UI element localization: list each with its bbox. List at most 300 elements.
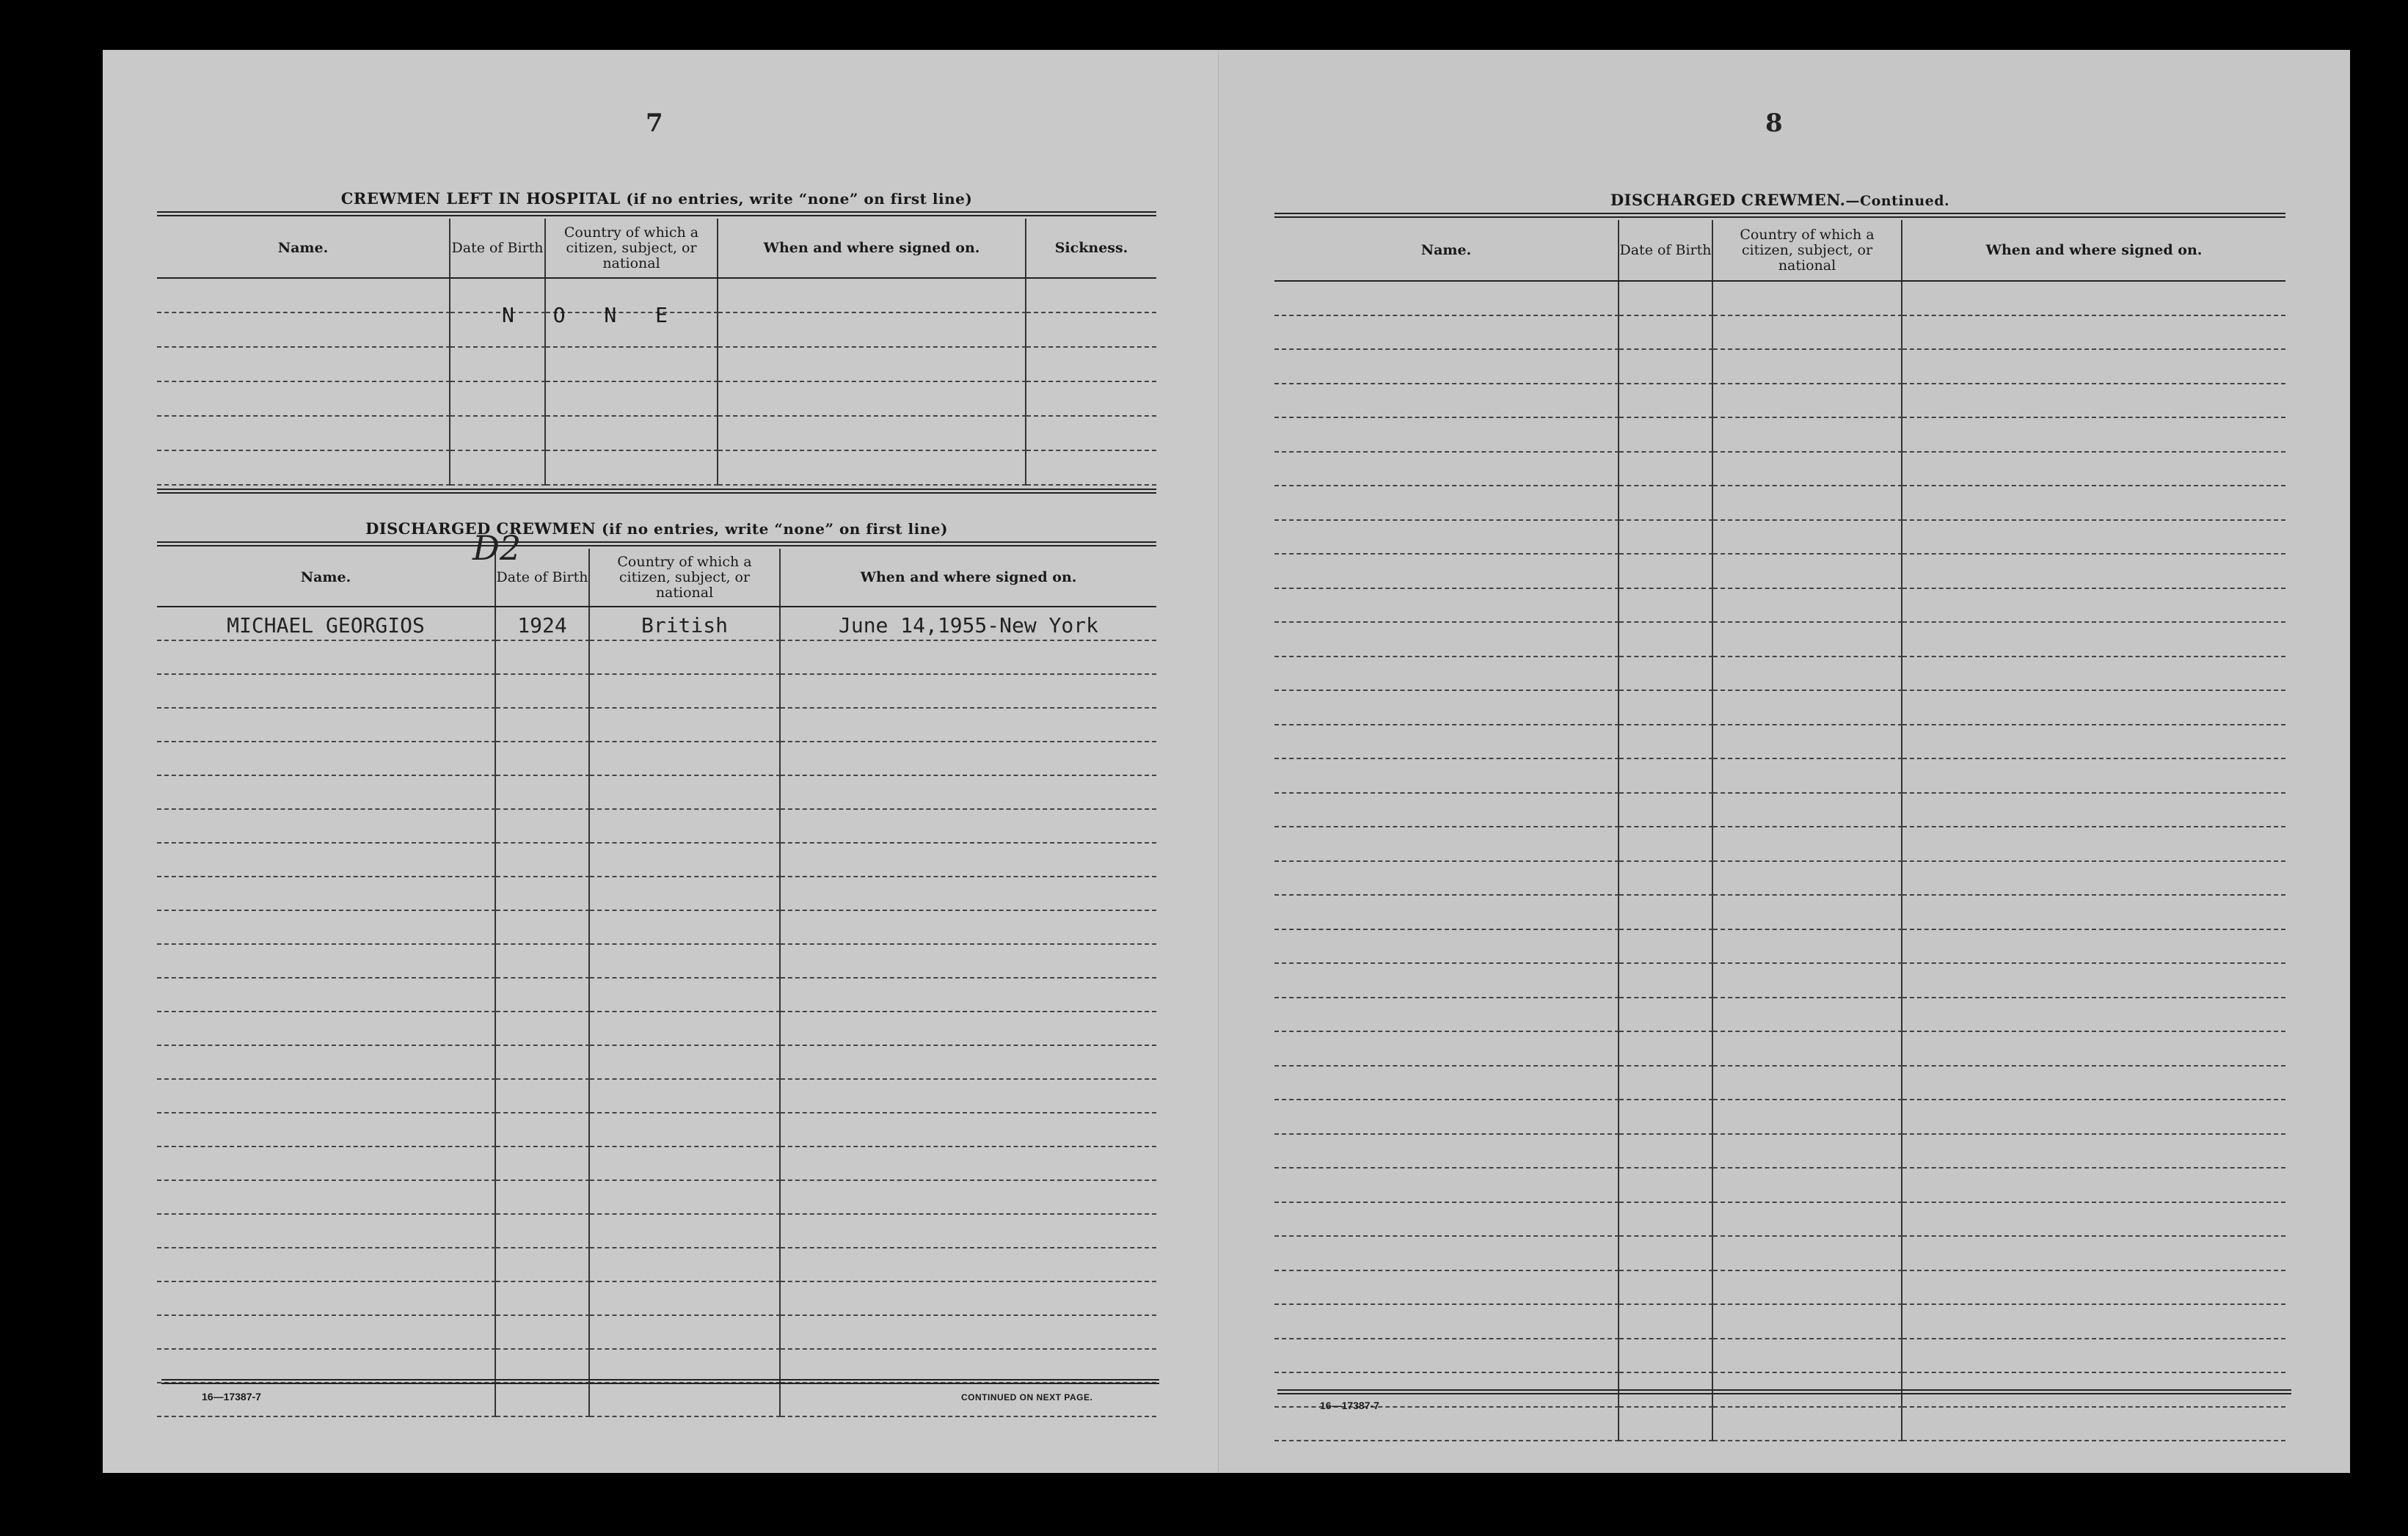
table-cell — [1713, 1408, 1902, 1442]
table-cell — [1902, 384, 2285, 419]
table-cell: MICHAEL GEORGIOS — [157, 607, 496, 641]
table-cell — [157, 1147, 496, 1181]
table-row — [157, 1282, 1156, 1316]
table-cell — [718, 279, 1026, 313]
left-page — [103, 50, 1218, 1473]
table-cell — [1274, 1237, 1619, 1271]
table-row — [157, 709, 1156, 742]
table-cell — [1713, 657, 1902, 692]
table-cell — [1713, 998, 1902, 1033]
table-cell — [1274, 930, 1619, 965]
table-cell — [496, 1215, 590, 1248]
discharged-continued-rows — [1274, 282, 2285, 1441]
table-cell: June 14,1955-New York — [781, 607, 1156, 641]
table-cell — [157, 279, 450, 313]
table-cell — [590, 877, 781, 911]
table-cell — [781, 709, 1156, 742]
table-cell — [1902, 759, 2285, 794]
table-cell — [1713, 1339, 1902, 1374]
table-cell — [1902, 589, 2285, 623]
table-cell — [1274, 1271, 1619, 1306]
table-cell — [1713, 521, 1902, 555]
table-cell — [496, 1046, 590, 1080]
table-cell — [157, 945, 496, 979]
table-cell — [1902, 453, 2285, 487]
table-cell — [1713, 589, 1902, 623]
table-cell — [496, 1113, 590, 1147]
table-cell — [590, 979, 781, 1012]
table-cell — [590, 810, 781, 844]
table-cell — [590, 1383, 781, 1417]
table-cell — [496, 1181, 590, 1215]
table-cell — [781, 776, 1156, 810]
table-cell — [1274, 1100, 1619, 1135]
table-cell — [1713, 1237, 1902, 1271]
page-number: 8 — [1765, 109, 1783, 138]
table-row — [1274, 759, 2285, 794]
table-row — [1274, 589, 2285, 623]
table-cell — [1902, 998, 2285, 1033]
table-row — [1274, 350, 2285, 384]
table-cell — [157, 382, 450, 417]
table-cell — [157, 979, 496, 1012]
table-cell — [590, 709, 781, 742]
table-cell — [1713, 1032, 1902, 1067]
table-cell — [718, 451, 1026, 486]
table-cell — [496, 945, 590, 979]
table-cell — [496, 641, 590, 675]
table-cell — [781, 641, 1156, 675]
discharged-title: DISCHARGED CREWMEN (if no entries, write “none” on first line) — [365, 519, 948, 538]
table-cell — [1713, 350, 1902, 384]
table-row — [157, 810, 1156, 844]
table-cell — [1619, 691, 1713, 725]
table-cell — [590, 1012, 781, 1046]
table-row — [1274, 1032, 2285, 1067]
table-row — [157, 382, 1156, 417]
col-country: Country of which a citizen, subject, or national — [590, 549, 781, 606]
table-cell — [1713, 691, 1902, 725]
form-number: 16—17387-7 — [1320, 1400, 1379, 1411]
handwritten-mark: D2 — [473, 528, 522, 568]
table-cell — [1713, 453, 1902, 487]
table-row — [157, 1046, 1156, 1080]
hospital-section — [157, 138, 1156, 497]
table-cell — [590, 742, 781, 776]
table-cell — [157, 1316, 496, 1350]
discharged-section — [157, 497, 1156, 1444]
col-dob: Date of Birth — [1619, 220, 1713, 280]
table-cell — [590, 675, 781, 709]
table-cell — [546, 348, 718, 382]
table-row — [157, 417, 1156, 451]
table-cell — [1274, 282, 1619, 316]
table-row — [1274, 453, 2285, 487]
table-cell — [1026, 313, 1156, 348]
page-number: 7 — [646, 109, 663, 138]
table-cell — [157, 742, 496, 776]
table-cell — [157, 877, 496, 911]
table-cell — [496, 1080, 590, 1113]
table-cell — [450, 382, 546, 417]
table-cell — [1619, 282, 1713, 316]
table-cell — [781, 1316, 1156, 1350]
table-cell — [1713, 418, 1902, 453]
table-cell — [1274, 657, 1619, 692]
table-cell — [590, 1282, 781, 1316]
table-row — [1274, 384, 2285, 419]
none-entry: N O N E — [502, 303, 682, 327]
table-row — [1274, 896, 2285, 930]
table-cell — [781, 742, 1156, 776]
table-row — [1274, 623, 2285, 657]
table-cell — [157, 810, 496, 844]
table-cell — [1274, 486, 1619, 521]
table-row — [1274, 1135, 2285, 1169]
table-cell — [718, 417, 1026, 451]
table-cell — [496, 979, 590, 1012]
table-row — [1274, 1067, 2285, 1101]
table-cell — [1713, 964, 1902, 998]
table-cell — [1619, 521, 1713, 555]
table-cell — [1619, 453, 1713, 487]
table-cell — [1274, 964, 1619, 998]
table-cell — [1713, 623, 1902, 657]
double-rule — [157, 211, 1156, 216]
table-cell — [1713, 1305, 1902, 1339]
table-row — [1274, 1271, 2285, 1306]
table-cell — [1713, 384, 1902, 419]
table-cell — [496, 911, 590, 945]
table-cell — [1619, 1339, 1713, 1374]
table-cell — [1619, 1067, 1713, 1101]
table-cell — [157, 1012, 496, 1046]
table-cell: British — [590, 607, 781, 641]
table-cell — [1713, 282, 1902, 316]
table-cell — [1026, 348, 1156, 382]
table-cell — [590, 1316, 781, 1350]
table-row — [1274, 1100, 2285, 1135]
table-row — [157, 348, 1156, 382]
table-cell — [590, 1215, 781, 1248]
table-cell — [1902, 1067, 2285, 1101]
table-cell — [718, 382, 1026, 417]
table-cell — [157, 1248, 496, 1282]
table-cell — [1902, 1305, 2285, 1339]
table-cell — [1902, 1032, 2285, 1067]
table-row — [157, 675, 1156, 709]
table-cell — [157, 451, 450, 486]
table-cell — [157, 675, 496, 709]
table-cell — [1713, 827, 1902, 862]
table-cell — [1274, 1067, 1619, 1101]
table-row — [157, 911, 1156, 945]
table-cell — [590, 1181, 781, 1215]
table-cell — [1274, 896, 1619, 930]
table-cell — [1619, 827, 1713, 862]
footer-rule — [161, 1379, 1159, 1384]
table-cell — [450, 451, 546, 486]
table-cell — [1619, 1203, 1713, 1237]
table-cell — [157, 1113, 496, 1147]
table-cell — [496, 776, 590, 810]
table-cell — [590, 911, 781, 945]
table-cell — [1619, 1408, 1713, 1442]
table-cell — [496, 675, 590, 709]
table-cell — [1902, 1339, 2285, 1374]
table-cell — [1619, 623, 1713, 657]
table-cell — [1619, 930, 1713, 965]
table-cell — [718, 313, 1026, 348]
table-cell — [496, 1012, 590, 1046]
table-cell — [1274, 725, 1619, 760]
table-cell — [781, 1046, 1156, 1080]
table-cell — [1713, 759, 1902, 794]
table-cell — [1274, 1032, 1619, 1067]
double-rule — [157, 489, 1156, 494]
table-cell — [1902, 1271, 2285, 1306]
table-cell — [496, 1282, 590, 1316]
table-row — [157, 1113, 1156, 1147]
table-cell — [1902, 794, 2285, 828]
col-dob: Date of Birth — [450, 219, 546, 277]
table-cell — [781, 979, 1156, 1012]
table-cell — [1619, 725, 1713, 760]
table-cell — [1902, 486, 2285, 521]
table-cell — [157, 1215, 496, 1248]
col-name: Name. — [157, 219, 450, 277]
table-cell — [1902, 691, 2285, 725]
table-cell — [1026, 451, 1156, 486]
table-cell — [1713, 930, 1902, 965]
table-row — [1274, 691, 2285, 725]
continued-note: CONTINUED ON NEXT PAGE. — [961, 1392, 1093, 1402]
table-cell — [496, 844, 590, 877]
table-cell — [1902, 350, 2285, 384]
table-cell — [1713, 1100, 1902, 1135]
table-cell — [1026, 382, 1156, 417]
table-cell — [496, 810, 590, 844]
table-cell — [1902, 827, 2285, 862]
table-cell — [1026, 279, 1156, 313]
table-cell — [1274, 384, 1619, 419]
table-row — [157, 877, 1156, 911]
table-cell — [1274, 691, 1619, 725]
table-cell — [1619, 657, 1713, 692]
table-cell — [1619, 1271, 1713, 1306]
table-cell — [1902, 896, 2285, 930]
table-cell — [157, 1080, 496, 1113]
table-row — [157, 1147, 1156, 1181]
table-row — [157, 1316, 1156, 1350]
table-cell — [590, 1113, 781, 1147]
table-cell — [1902, 623, 2285, 657]
table-cell — [450, 417, 546, 451]
table-row — [1274, 555, 2285, 589]
table-row — [157, 1181, 1156, 1215]
table-cell — [590, 945, 781, 979]
table-cell — [157, 348, 450, 382]
table-cell — [1902, 1203, 2285, 1237]
table-cell — [1902, 725, 2285, 760]
table-row — [1274, 930, 2285, 965]
table-row — [1274, 862, 2285, 896]
table-row — [157, 607, 1156, 641]
table-cell — [1274, 759, 1619, 794]
col-dob: Date of Birth — [496, 549, 590, 606]
table-cell — [546, 451, 718, 486]
table-cell — [1274, 1203, 1619, 1237]
table-cell — [157, 1046, 496, 1080]
table-cell — [1619, 1237, 1713, 1271]
table-cell — [1274, 862, 1619, 896]
table-cell — [1619, 384, 1713, 419]
table-row — [1274, 964, 2285, 998]
table-cell — [1902, 316, 2285, 351]
discharged-continued-section — [1274, 138, 2285, 1444]
table-cell — [1902, 418, 2285, 453]
table-row — [1274, 827, 2285, 862]
table-cell — [496, 742, 590, 776]
table-row — [1274, 1339, 2285, 1374]
table-cell — [590, 1248, 781, 1282]
table-row — [157, 979, 1156, 1012]
table-row — [157, 945, 1156, 979]
table-cell — [1619, 589, 1713, 623]
table-row — [157, 1012, 1156, 1046]
table-row — [1274, 657, 2285, 692]
table-cell — [781, 911, 1156, 945]
table-cell — [157, 1282, 496, 1316]
table-cell — [1274, 1339, 1619, 1374]
table-cell — [781, 1012, 1156, 1046]
table-row — [1274, 486, 2285, 521]
table-cell — [1274, 998, 1619, 1033]
table-cell — [157, 641, 496, 675]
table-cell — [1713, 316, 1902, 351]
table-cell — [1619, 350, 1713, 384]
table-row — [157, 451, 1156, 486]
table-cell — [1713, 486, 1902, 521]
table-cell — [1902, 1237, 2285, 1271]
table-cell — [1274, 1169, 1619, 1203]
table-row — [1274, 521, 2285, 555]
table-cell — [1619, 418, 1713, 453]
table-cell — [1713, 1067, 1902, 1101]
table-cell — [157, 313, 450, 348]
table-row — [1274, 998, 2285, 1033]
table-cell — [1274, 316, 1619, 351]
table-cell — [781, 844, 1156, 877]
table-cell — [1902, 282, 2285, 316]
table-cell — [781, 1080, 1156, 1113]
table-cell — [1619, 794, 1713, 828]
table-cell — [1274, 555, 1619, 589]
hospital-header-row — [157, 219, 1156, 279]
table-cell — [590, 776, 781, 810]
hospital-title: CREWMEN LEFT IN HOSPITAL (if no entries, write “none” on first line) — [340, 189, 973, 208]
discharged-continued-header-row — [1274, 220, 2285, 282]
table-cell — [496, 1248, 590, 1282]
col-sickness: Sickness. — [1054, 239, 1128, 256]
table-cell — [1619, 896, 1713, 930]
table-row — [157, 844, 1156, 877]
table-cell — [1902, 1169, 2285, 1203]
table-row — [1274, 1237, 2285, 1271]
table-row — [157, 641, 1156, 675]
table-cell — [1619, 486, 1713, 521]
table-cell — [1274, 453, 1619, 487]
table-row — [1274, 316, 2285, 351]
table-cell — [1274, 521, 1619, 555]
table-cell — [1713, 1203, 1902, 1237]
table-cell — [1902, 555, 2285, 589]
table-cell — [1619, 998, 1713, 1033]
table-cell — [1619, 964, 1713, 998]
table-cell — [781, 1181, 1156, 1215]
discharged-continued-title: DISCHARGED CREWMEN.—Continued. — [1610, 191, 1950, 209]
table-row — [1274, 282, 2285, 316]
discharged-rows — [157, 607, 1156, 1417]
table-cell — [781, 1215, 1156, 1248]
table-cell — [1274, 827, 1619, 862]
table-cell — [1026, 417, 1156, 451]
table-cell — [157, 844, 496, 877]
table-cell — [781, 1282, 1156, 1316]
col-signed-on: When and where signed on. — [718, 219, 1026, 277]
table-cell — [1713, 1271, 1902, 1306]
table-cell — [718, 348, 1026, 382]
table-cell — [1713, 794, 1902, 828]
table-cell — [1713, 896, 1902, 930]
table-cell — [157, 776, 496, 810]
table-cell — [157, 1181, 496, 1215]
table-cell — [1713, 1169, 1902, 1203]
col-signed-on: When and where signed on. — [860, 568, 1077, 585]
table-cell — [1619, 1135, 1713, 1169]
table-cell — [1902, 1135, 2285, 1169]
table-cell — [1619, 862, 1713, 896]
table-cell — [590, 844, 781, 877]
table-row — [1274, 1169, 2285, 1203]
table-row — [157, 1080, 1156, 1113]
table-cell — [1274, 418, 1619, 453]
table-row — [157, 776, 1156, 810]
table-cell — [1902, 862, 2285, 896]
table-row — [157, 1215, 1156, 1248]
table-row — [1274, 418, 2285, 453]
table-cell — [781, 1248, 1156, 1282]
col-country: Country of which a citizen, subject, or national — [1713, 220, 1902, 280]
table-cell — [1274, 1135, 1619, 1169]
table-cell — [1274, 623, 1619, 657]
table-cell — [1619, 759, 1713, 794]
col-country: Country of which a citizen, subject, or national — [546, 219, 718, 277]
table-cell — [1713, 862, 1902, 896]
table-cell — [1274, 794, 1619, 828]
discharged-header-row — [157, 549, 1156, 607]
right-page — [1218, 50, 2350, 1473]
footer-rule — [1277, 1389, 2291, 1394]
table-cell — [157, 911, 496, 945]
table-cell — [1713, 725, 1902, 760]
col-signed-on: When and where signed on. — [1985, 241, 2203, 258]
table-cell — [496, 1383, 590, 1417]
table-cell — [590, 1046, 781, 1080]
table-cell — [1619, 1169, 1713, 1203]
table-cell — [1274, 1305, 1619, 1339]
table-cell — [496, 1147, 590, 1181]
